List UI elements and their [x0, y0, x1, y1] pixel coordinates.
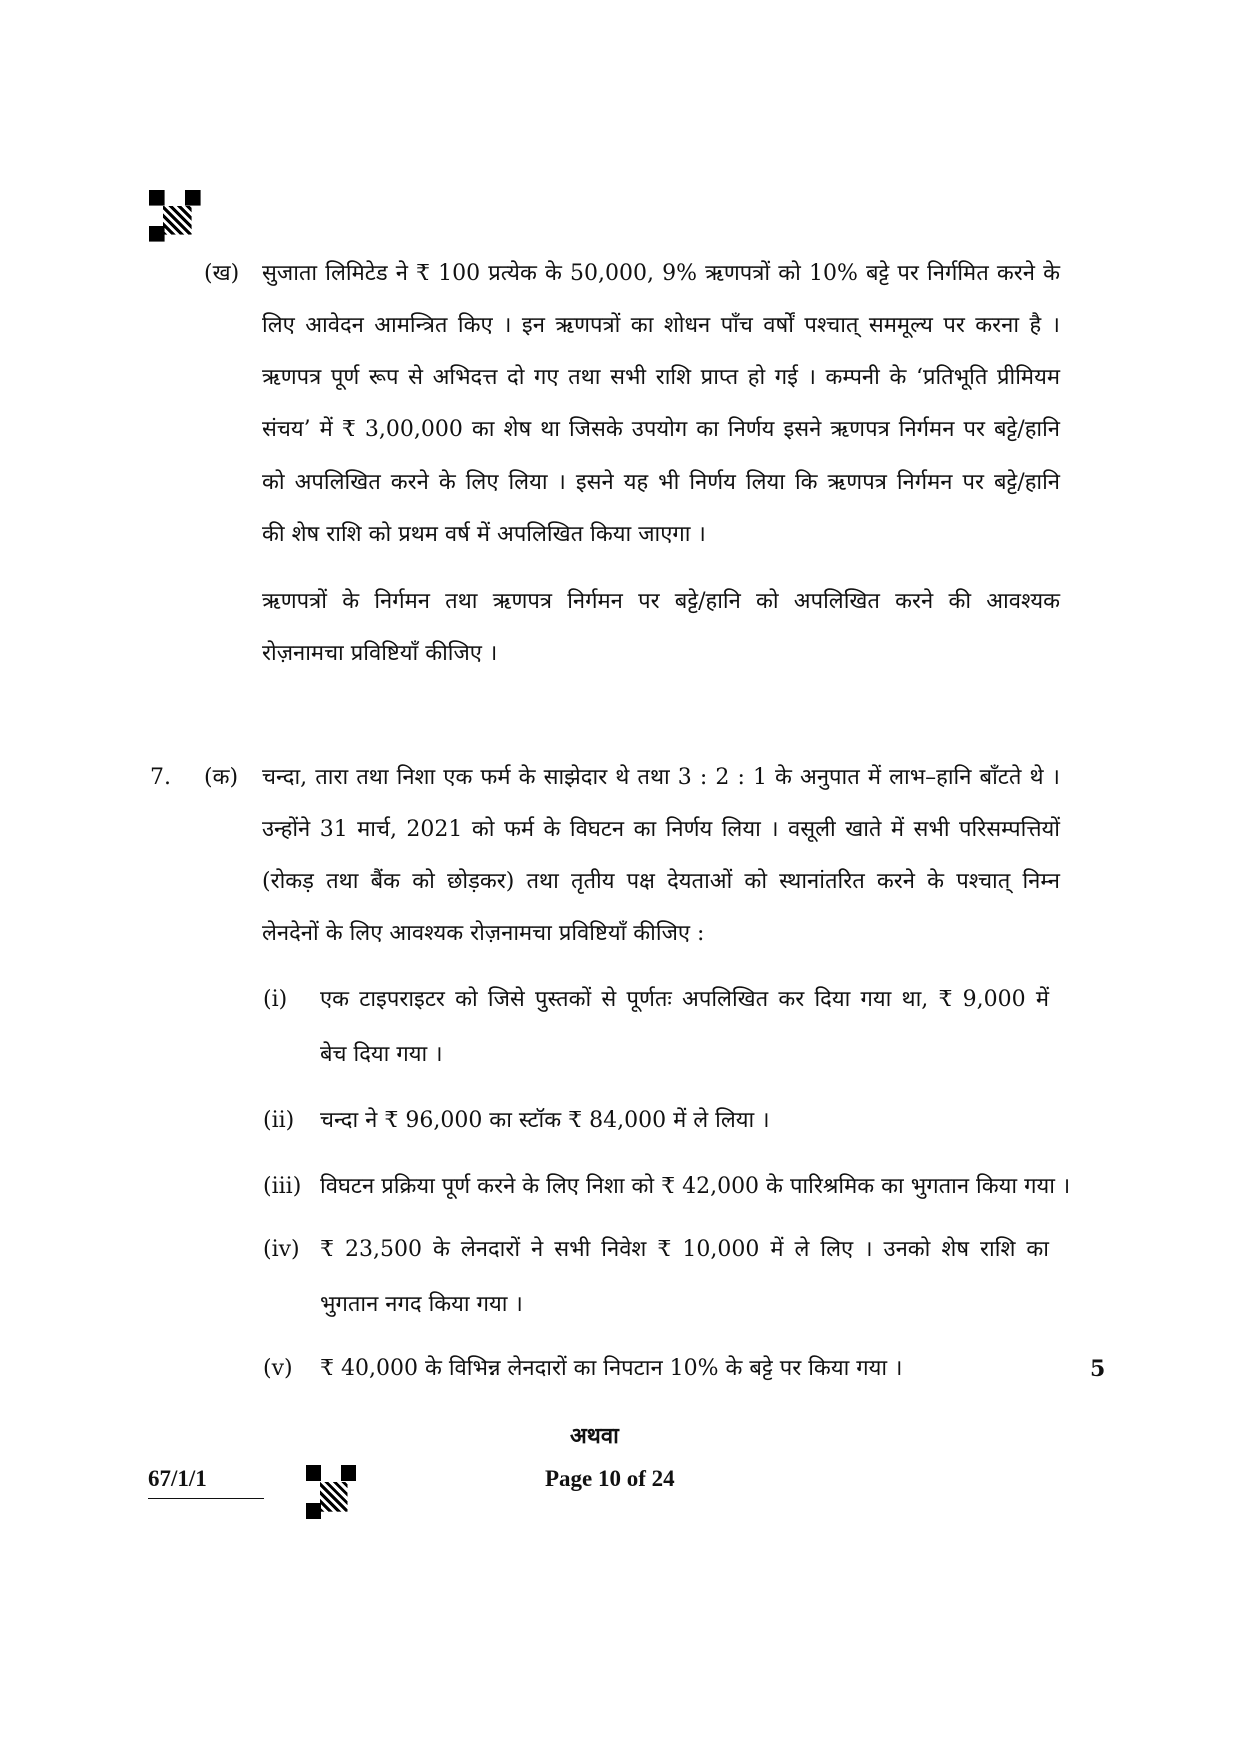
- qr-code-top: [147, 188, 203, 244]
- item-text-line: चन्दा ने ₹ 96,000 का स्टॉक ₹ 84,000 में ले लिया ।: [320, 1108, 770, 1133]
- question-label: (क): [204, 765, 239, 790]
- item-text-line: एक टाइपराइटर को जिसे पुस्तकों से पूर्णतः अपलिखित कर दिया गया था, ₹ 9,000 में: [320, 987, 1049, 1012]
- question-label: (ख): [204, 261, 240, 286]
- marks: 5: [1090, 1356, 1106, 1382]
- question-text-line: को अपलिखित करने के लिए लिया । इसने यह भी निर्णय लिया कि ऋणपत्र निर्गमन पर बट्टे/हानि: [262, 470, 1060, 495]
- page-number: Page 10 of 24: [545, 1466, 675, 1491]
- question-text-line: सुजाता लिमिटेड ने ₹ 100 प्रत्येक के 50,000, 9% ऋणपत्रों को 10% बट्टे पर निर्गमित करने के: [262, 261, 1060, 286]
- qr-code-footer: [304, 1463, 358, 1521]
- item-text-line: ₹ 40,000 के विभिन्न लेनदारों का निपटान 10% के बट्टे पर किया गया ।: [320, 1356, 903, 1381]
- question-text-line: की शेष राशि को प्रथम वर्ष में अपलिखित किया जाएगा ।: [262, 522, 706, 547]
- item-text-line: बेच दिया गया ।: [320, 1042, 443, 1067]
- question-text-line: लिए आवेदन आमन्त्रित किए । इन ऋणपत्रों का शोधन पाँच वर्षों पश्चात् सममूल्य पर करना है ।: [262, 313, 1060, 338]
- question-text-line: (रोकड़ तथा बैंक को छोड़कर) तथा तृतीय पक्ष देयताओं को स्थानांतरित करने के पश्चात् निम्न: [262, 869, 1060, 894]
- item-label: (i): [263, 987, 288, 1012]
- instruction-line: ऋणपत्रों के निर्गमन तथा ऋणपत्र निर्गमन पर बट्टे/हानि को अपलिखित करने की आवश्यक: [262, 589, 1060, 614]
- question-text-line: लेनदेनों के लिए आवश्यक रोज़नामचा प्रविष्टियाँ कीजिए :: [262, 921, 705, 946]
- question-number: 7.: [150, 765, 171, 790]
- item-text-line: भुगतान नगद किया गया ।: [320, 1292, 523, 1317]
- paper-code: 67/1/1: [148, 1466, 264, 1499]
- item-text-line: विघटन प्रक्रिया पूर्ण करने के लिए निशा को ₹ 42,000 के पारिश्रमिक का भुगतान किया गया ।: [320, 1174, 1071, 1199]
- item-label: (v): [263, 1356, 293, 1381]
- item-label: (ii): [263, 1108, 295, 1133]
- instruction-line: रोज़नामचा प्रविष्टियाँ कीजिए ।: [262, 641, 498, 666]
- question-text-line: उन्होंने 31 मार्च, 2021 को फर्म के विघटन का निर्णय लिया । वसूली खाते में सभी परिसम्पत्तियों: [262, 817, 1060, 842]
- question-text-line: संचय’ में ₹ 3,00,000 का शेष था जिसके उपयोग का निर्णय इसने ऋणपत्र निर्गमन पर बट्टे/हानि: [262, 417, 1060, 442]
- item-label: (iii): [263, 1174, 302, 1199]
- or-separator: अथवा: [570, 1423, 619, 1449]
- item-label: (iv): [263, 1237, 300, 1262]
- question-text-line: ऋणपत्र पूर्ण रूप से अभिदत्त दो गए तथा सभी राशि प्राप्त हो गई । कम्पनी के ‘प्रतिभूति प्रीमियम: [262, 365, 1060, 390]
- item-text-line: ₹ 23,500 के लेनदारों ने सभी निवेश ₹ 10,000 में ले लिए । उनको शेष राशि का: [320, 1237, 1049, 1262]
- question-text-line: चन्दा, तारा तथा निशा एक फर्म के साझेदार थे तथा 3 : 2 : 1 के अनुपात में लाभ–हानि बाँटते थे ।: [262, 765, 1060, 790]
